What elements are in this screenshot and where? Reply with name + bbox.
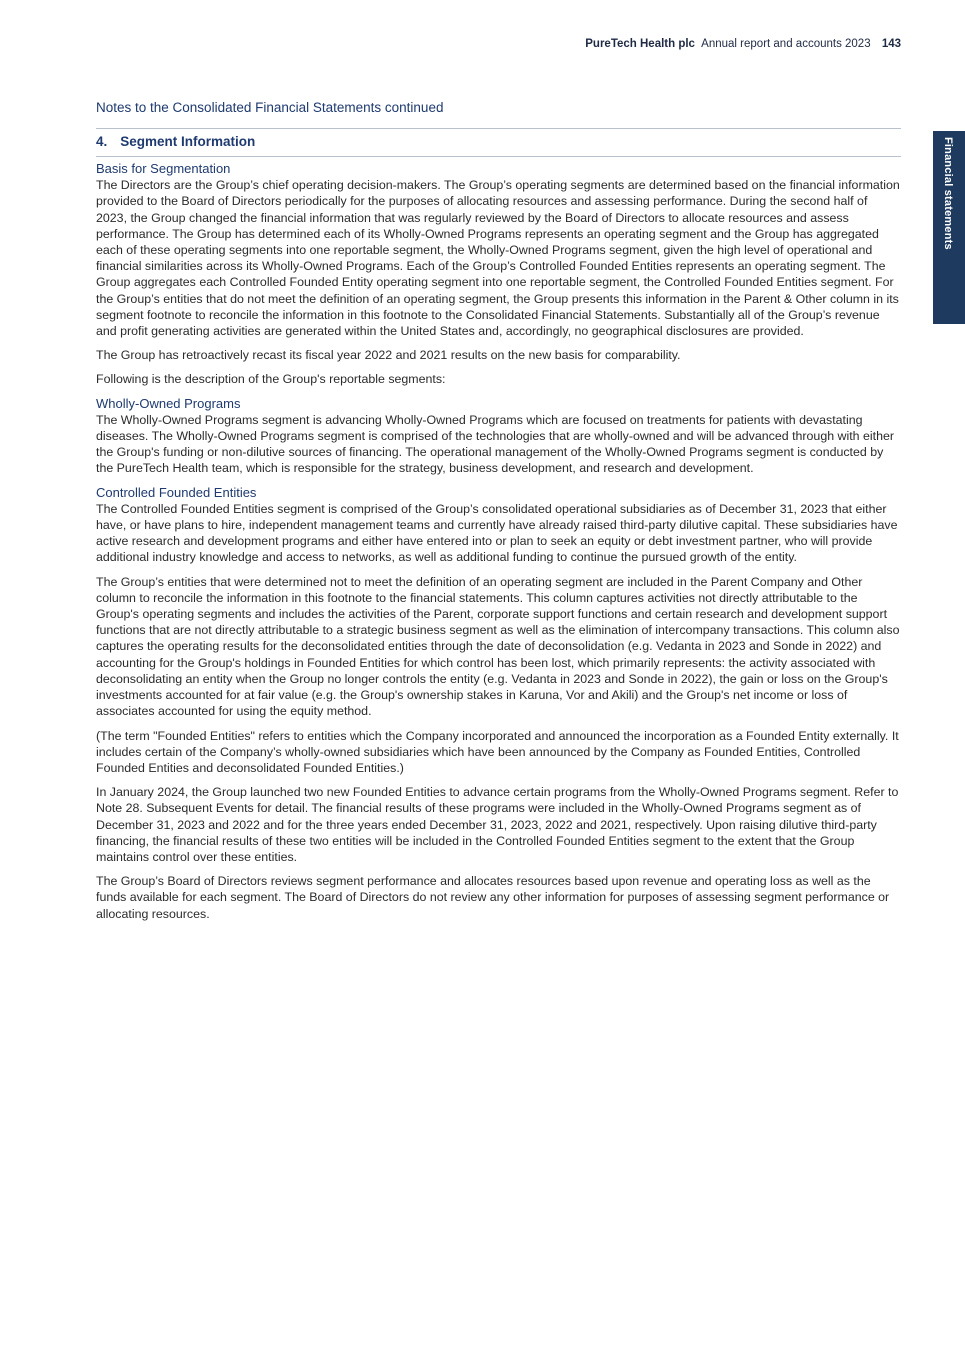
paragraph: In January 2024, the Group launched two new Founded Entities to advance certain programs from the Wholly-Owned Programs segment. Refer to Note 28. Subsequent Events for detail. The financial results of these programs were included in the Wholly-Owned Programs segment as of December 31, 2023 and 2022 and for the three years ended December 31, 2023, 2022 and 2021, respectively. Upon raising dilutive third-party financing, the financial results of these two entities will be included in the Controlled Founded Entities segment to the extent that the Group maintains control over these entities. <box>96 785 899 864</box>
section-heading <box>96 129 901 156</box>
page-content <box>96 100 901 930</box>
paragraph: The Group has retroactively recast its fiscal year 2022 and 2021 results on the new basis for comparability. <box>96 348 681 363</box>
section-title: Segment Information <box>120 134 256 149</box>
subheading-controlled: Controlled Founded Entities <box>96 484 257 500</box>
paragraph: The Wholly-Owned Programs segment is advancing Wholly-Owned Programs which are focused on treatments for patients with devastating diseases. The Wholly-Owned Programs segment is comprised of the technologies that are wholly-owned and will be advanced through with either the Group's funding or non-dilutive sources of financing. The operational management of the Wholly-Owned Programs segment is conducted by the PureTech Health team, which is responsible for the strategy, business development, and research and development. <box>96 412 895 476</box>
section-number: 4. <box>96 134 108 149</box>
paragraph: Following is the description of the Group's reportable segments: <box>96 372 446 387</box>
report-title: Annual report and accounts 2023 <box>701 38 871 50</box>
subheading-wholly-owned: Wholly-Owned Programs <box>96 395 241 411</box>
section-side-tab <box>933 131 965 324</box>
paragraph: The Directors are the Group’s chief operating decision-makers. The Group’s operating segments are determined based on the financial information provided to the Board of Directors periodically for the purposes of allocating resources and assessing performance. During the second half of 2023, the Group changed the financial information that was regularly reviewed by the Board of Directors to allocate resources and assess performance. The Group has determined each of its Wholly-Owned Programs represents an operating segment and the Group has aggregated each of these operating segments into one reportable segment, the Wholly-Owned Programs segment, given the high level of operational and financial similarities across its Wholly-Owned Programs. Each of the Group’s Controlled Founded Entities represents an operating segment. The Group aggregates each Controlled Founded Entity operating segment into one reportable segment, the Controlled Founded Entities segment. For the Group’s entities that do not meet the definition of an operating segment, the Group presents this information in the Parent & Other column in its segment footnote to reconcile the information in this footnote to the Consolidated Financial Statements. Substantially all of the Group’s revenue and profit generating activities are generated within the United States and, accordingly, no geographical disclosures are provided. <box>96 178 900 339</box>
side-tab-label: Financial statements <box>942 137 954 250</box>
paragraph: The Group’s entities that were determined not to meet the definition of an operating segment are included in the Parent Company and Other column to reconcile the information in this footnote to the financial statements. This column captures activities not directly attributable to the Group's operating segments and includes the activities of the Parent, corporate support functions and certain research and development support functions that are not directly attributable to a strategic business segment as well as the elimination of intercompany transactions. This column also captures the operating results for the deconsolidated entities through the date of deconsolidation (e.g. Vedanta in 2023 and Sonde in 2022) and accounting for the Group's holdings in Founded Entities for which control has been lost, which primarily represents: the activity associated with deconsolidating an entity when the Group no longer controls the entity (e.g. Vedanta in 2023 and Sonde in 2022), the gain or loss on the Group's investments accounted for at fair value (e.g. the Group's ownership stakes in Karuna, Vor and Akili) and the Group's net income or loss of associates accounted for using the equity method. <box>96 574 900 719</box>
company-name: PureTech Health plc <box>585 38 695 50</box>
page-number: 143 <box>881 38 901 50</box>
paragraph: The Controlled Founded Entities segment is comprised of the Group’s consolidated operational subsidiaries as of December 31, 2023 that either have, or have plans to hire, independent management teams and currently have already raised third-party dilutive capital. These subsidiaries have active research and development programs and either have entered into or plan to seek an equity or debt investment partner, who will provide additional industry knowledge and access to networks, as well as additional funding to continue the pursued growth of the entity. <box>96 501 898 565</box>
running-header <box>585 38 901 50</box>
section-body <box>96 157 901 922</box>
notes-title: Notes to the Consolidated Financial Statements continued <box>96 100 444 115</box>
paragraph: (The term "Founded Entities" refers to entities which the Company incorporated and announced the incorporation as a Founded Entity externally. It includes certain of the Company’s wholly-owned subsidiaries which have been announced by the Company as Founded Entities, Controlled Founded Entities and deconsolidated Founded Entities.) <box>96 728 899 775</box>
paragraph: The Group’s Board of Directors reviews segment performance and allocates resources based upon revenue and operating loss as well as the funds available for each segment. The Board of Directors do not review any other information for purposes of assessing segment performance or allocating resources. <box>96 874 890 921</box>
subheading-basis: Basis for Segmentation <box>96 161 231 176</box>
